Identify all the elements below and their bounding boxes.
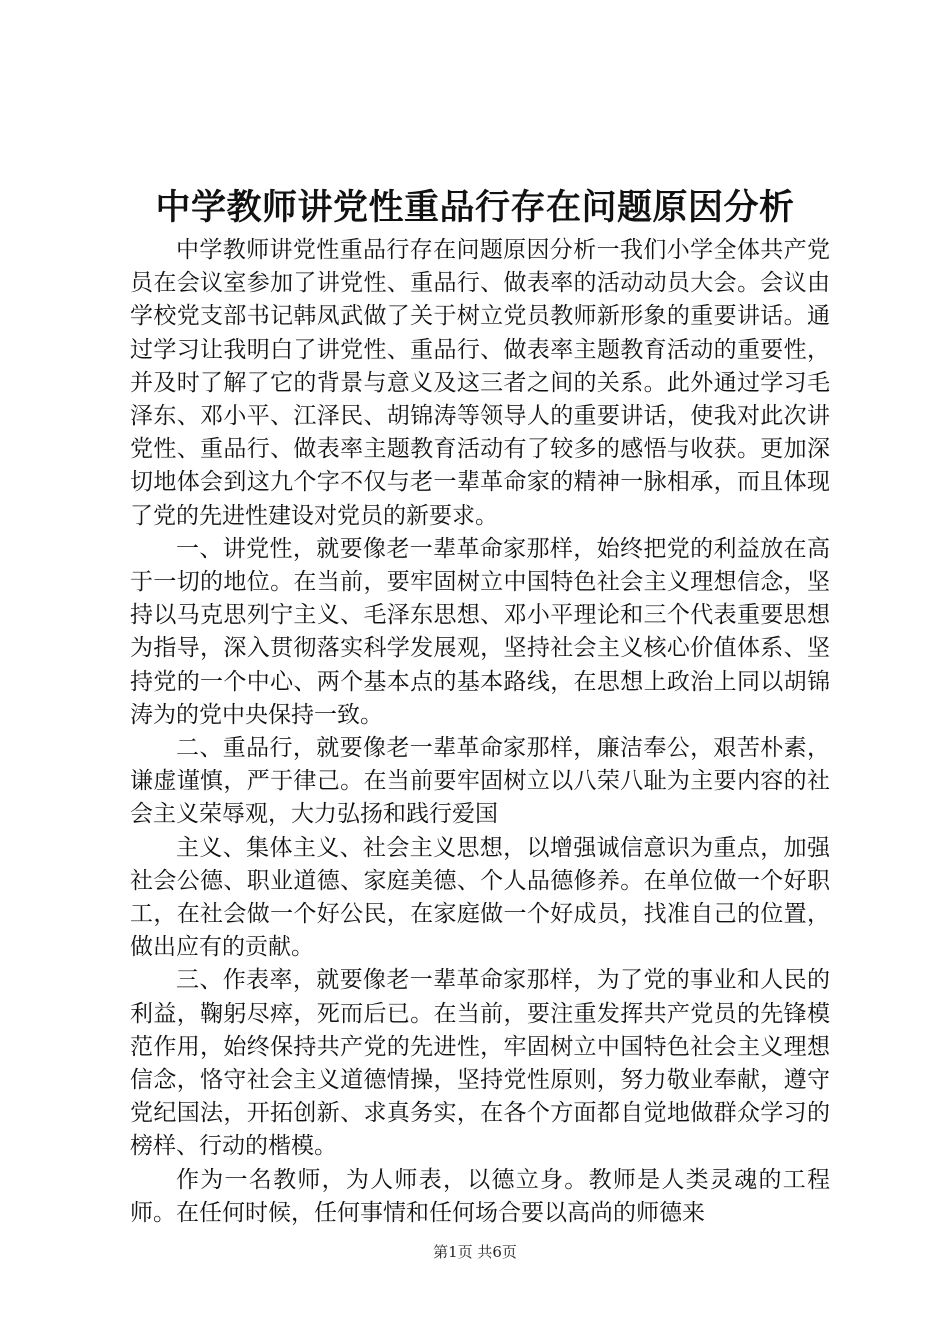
document-title: 中学教师讲党性重品行存在问题原因分析: [155, 187, 795, 228]
paragraph: 二、重品行，就要像老一辈革命家那样，廉洁奉公，艰苦朴素，谦虚谨慎，严于律己。在当前要牢固树立以八荣八耻为主要内容的社会主义荣辱观，大力弘扬和践行爱国: [130, 735, 830, 828]
document-body: [130, 234, 830, 1230]
paragraph: 主义、集体主义、社会主义思想，以增强诚信意识为重点，加强社会公德、职业道德、家庭美德、个人品德修养。在单位做一个好职工，在社会做一个好公民，在家庭做一个好成员，找准自己的位置，做出应有的贡献。: [130, 834, 830, 961]
page-number-footer: 第1页 共6页: [433, 1243, 517, 1261]
paragraph: 作为一名教师，为人师表，以德立身。教师是人类灵魂的工程师。在任何时候，任何事情和任何场合要以高尚的师德来: [130, 1166, 830, 1226]
paragraph: 中学教师讲党性重品行存在问题原因分析一我们小学全体共产党员在会议室参加了讲党性、重品行、做表率的活动动员大会。会议由学校党支部书记韩凤武做了关于树立党员教师新形象的重要讲话。通过学习让我明白了讲党性、重品行、做表率主题教育活动的重要性，并及时了解了它的背景与意义及这三者之间的关系。此外通过学习毛泽东、邓小平、江泽民、胡锦涛等领导人的重要讲话，使我对此次讲党性、重品行、做表率主题教育活动有了较多的感悟与收获。更加深切地体会到这九个字不仅与老一辈革命家的精神一脉相承，而且体现了党的先进性建设对党员的新要求。: [130, 237, 830, 529]
paragraph: 一、讲党性，就要像老一辈革命家那样，始终把党的利益放在高于一切的地位。在当前，要牢固树立中国特色社会主义理想信念，坚持以马克思列宁主义、毛泽东思想、邓小平理论和三个代表重要思想为指导，深入贯彻落实科学发展观，坚持社会主义核心价值体系、坚持党的一个中心、两个基本点的基本路线，在思想上政治上同以胡锦涛为的党中央保持一致。: [130, 535, 830, 728]
paragraph: 三、作表率，就要像老一辈革命家那样，为了党的事业和人民的利益，鞠躬尽瘁，死而后已。在当前，要注重发挥共产党员的先锋模范作用，始终保持共产党的先进性，牢固树立中国特色社会主义理想信念，恪守社会主义道德情操，坚持党性原则，努力敬业奉献，遵守党纪国法，开拓创新、求真务实，在各个方面都自觉地做群众学习的榜样、行动的楷模。: [130, 967, 830, 1160]
